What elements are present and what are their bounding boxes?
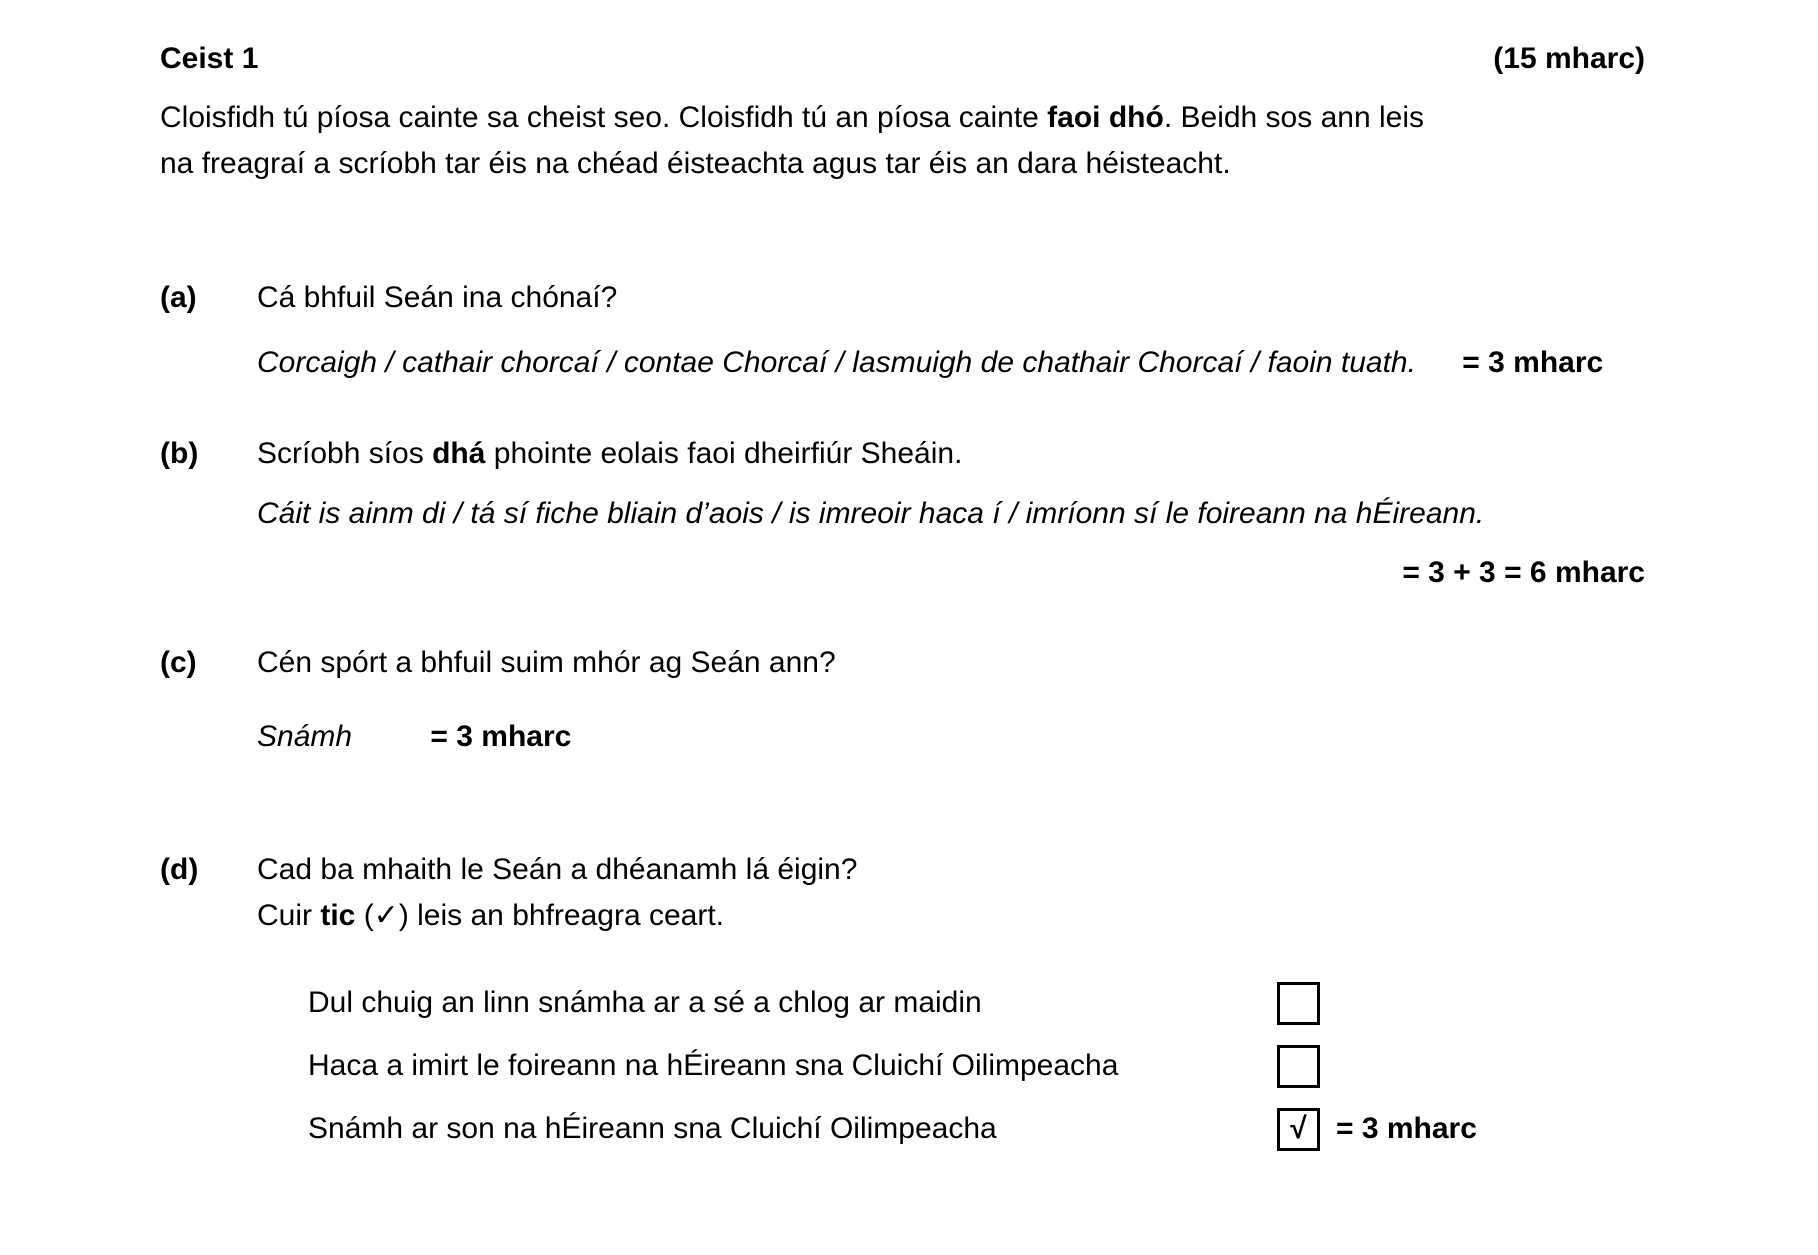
section-b-question-pre: Scríobh síos bbox=[257, 437, 433, 470]
section-a-answer-row bbox=[257, 340, 1645, 386]
section-d-label: (d) bbox=[160, 853, 199, 886]
section-b-question-row bbox=[160, 431, 1645, 477]
section-c-marks: = 3 mharc bbox=[430, 720, 572, 753]
option-1-text: Dul chuig an linn snámha ar a sé a chlog ar maidin bbox=[308, 986, 982, 1019]
section-b-question bbox=[257, 431, 962, 477]
section-a-question: Cá bhfuil Seán ina chónaí? bbox=[257, 281, 618, 314]
check-mark-icon: √ bbox=[1290, 1112, 1307, 1145]
question-title: Ceist 1 bbox=[160, 42, 259, 75]
section-b-answer: Cáit is ainm di / tá sí fiche bliain d’aois / is imreoir haca í / imríonn sí le foireann na hÉireann. bbox=[257, 497, 1485, 530]
option-3-checkbox[interactable] bbox=[1277, 1108, 1320, 1151]
section-a-label: (a) bbox=[160, 281, 197, 314]
option-row-1 bbox=[308, 980, 1645, 1026]
section-d-question bbox=[257, 847, 857, 939]
section-c-answer: Snámh bbox=[257, 720, 353, 753]
option-row-2 bbox=[308, 1043, 1645, 1089]
section-d-line2-pre: Cuir bbox=[257, 899, 321, 932]
option-3-text: Snámh ar son na hÉireann sna Cluichí Oilimpeacha bbox=[308, 1112, 997, 1145]
section-d-question-row bbox=[160, 847, 1645, 939]
option-2-checkbox[interactable] bbox=[1277, 1045, 1320, 1088]
section-a-answer: Corcaigh / cathair chorcaí / contae Chorcaí / lasmuigh de chathair Chorcaí / faoin tuath. bbox=[257, 346, 1416, 379]
question-total-marks: (15 mharc) bbox=[1493, 42, 1645, 75]
section-a-question-row bbox=[160, 275, 1645, 321]
section-b-question-bold: dhá bbox=[432, 437, 486, 470]
section-a-marks: = 3 mharc bbox=[1462, 346, 1604, 379]
option-row-3 bbox=[308, 1106, 1645, 1152]
option-2-text: Haca a imirt le foireann na hÉireann sna Cluichí Oilimpeacha bbox=[308, 1049, 1119, 1082]
option-1-checkbox[interactable] bbox=[1277, 982, 1320, 1025]
section-d-options bbox=[308, 980, 1645, 1152]
section-b-label: (b) bbox=[160, 437, 199, 470]
question-header bbox=[160, 36, 1645, 82]
section-c-label: (c) bbox=[160, 646, 197, 679]
section-d-line2-post: (✓) leis an bhfreagra ceart. bbox=[355, 899, 724, 932]
section-d-line2-bold: tic bbox=[320, 899, 356, 932]
intro-line1-bold: faoi dhó bbox=[1047, 101, 1164, 134]
intro-line-2: na freagraí a scríobh tar éis na chéad éisteachta agus tar éis an dara héisteacht. bbox=[160, 147, 1231, 180]
section-c-answer-row bbox=[257, 714, 1645, 760]
section-b-answer-row bbox=[257, 491, 1645, 537]
section-c-question: Cén spórt a bhfuil suim mhór ag Seán ann? bbox=[257, 646, 836, 679]
intro-line1-post: . Beidh sos ann leis bbox=[1163, 101, 1424, 134]
section-d-question-line2 bbox=[257, 893, 857, 939]
section-d-question-line1: Cad ba mhaith le Seán a dhéanamh lá éigin? bbox=[257, 853, 858, 886]
section-b-marks: = 3 + 3 = 6 mharc bbox=[1402, 556, 1645, 589]
intro-line1-pre: Cloisfidh tú píosa cainte sa cheist seo. Cloisfidh tú an píosa cainte bbox=[160, 101, 1048, 134]
section-b-question-post: phointe eolais faoi dheirfiúr Sheáin. bbox=[485, 437, 963, 470]
section-d-marks: = 3 mharc bbox=[1336, 1112, 1477, 1145]
intro-line-1 bbox=[160, 95, 1645, 141]
intro-paragraph bbox=[160, 95, 1645, 187]
section-c-question-row bbox=[160, 640, 1645, 686]
